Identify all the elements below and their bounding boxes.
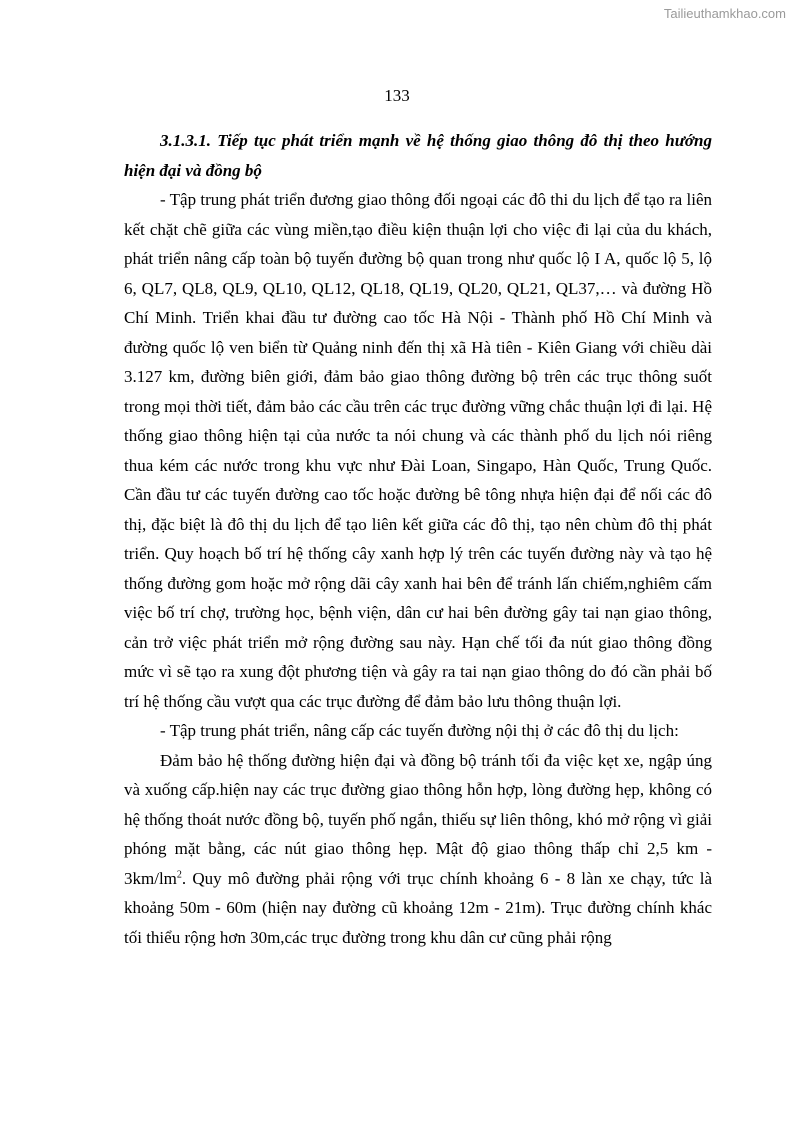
paragraph-road-standards <box>124 746 712 953</box>
paragraph-text-end: . Quy mô đường phải rộng với trục chính khoảng 6 - 8 làn xe chạy, tức là khoảng 50m - 60m (hiện nay đường cũ khoảng 12m - 21m). Trục đường chính khác tối thiểu rộng hơn 30m,các trục đường trong khu dân cư cũng phải rộng <box>124 868 712 947</box>
superscript-exponent: 2 <box>176 868 182 880</box>
document-body <box>124 126 712 952</box>
paragraph-external-roads: - Tập trung phát triển đương giao thông đối ngoại các đô thi du lịch để tạo ra liên kết chặt chẽ giữa các vùng miền,tạo điều kiện thuận lợi cho việc đi lại của du khách, phát triển nâng cấp toàn bộ tuyến đường bộ quan trong như quốc lộ I A, quốc lộ 5, lộ 6, QL7, QL8, QL9, QL10, QL12, QL18, QL19, QL20, QL21, QL37,… và đường Hồ Chí Minh. Triển khai đầu tư đường cao tốc Hà Nội - Thành phố Hồ Chí Minh và đường quốc lộ ven biển từ Quảng ninh đến thị xã Hà tiên - Kiên Giang với chiều dài 3.127 km, đường biên giới, đảm bảo giao thông đường bộ trên các trục thông suốt trong mọi thời tiết, đảm bảo các cầu trên các trục đường vững chắc thuận lợi đi lại. Hệ thống giao thông hiện tại của nước ta nói chung và các thành phố du lịch nói riêng thua kém các nước trong khu vực như Đài Loan, Singapo, Hàn Quốc, Trung Quốc. Cần đầu tư các tuyến đường cao tốc hoặc đường bê tông nhựa hiện đại để nối các đô thị, đặc biệt là đô thị du lịch để tạo liên kết giữa các đô thị, tạo nên chùm đô thị phát triển. Quy hoạch bố trí hệ thống cây xanh hợp lý trên các tuyến đường này và tạo hệ thống đường gom hoặc mở rộng dãi cây xanh hai bên để tránh lấn chiếm,nghiêm cấm việc bố trí chợ, trường học, bệnh viện, dân cư hai bên đường gây tai nạn giao thông, cản trở việc phát triển mở rộng đường sau này. Hạn chế tối đa nút giao thông đồng mức vì sẽ tạo ra xung đột phương tiện và gây ra tai nạn giao thông do đó cần phải bố trí hệ thống cầu vượt qua các trục đường để đảm bảo lưu thông thuận lợi. <box>124 190 712 711</box>
page-number: 133 <box>384 86 410 105</box>
watermark: Tailieuthamkhao.com <box>663 6 786 21</box>
paragraph-internal-roads-intro: - Tập trung phát triển, nâng cấp các tuyến đường nội thị ở các đô thị du lịch: <box>160 721 679 740</box>
section-heading: 3.1.3.1. Tiếp tục phát triển mạnh về hệ thống giao thông đô thị theo hướng hiện đại và đồng bộ <box>124 131 712 180</box>
paragraph-text-start: Đảm bảo hệ thống đường hiện đại và đồng bộ tránh tối đa việc kẹt xe, ngập úng và xuống cấp.hiện nay các trục đường giao thông hỗn hợp, lòng đường hẹp, không có hệ thống thoát nước đồng bộ, tuyến phố ngắn, thiếu sự liên thông, khó mở rộng vì giải phóng mặt bằng, các nút giao thông hẹp. Mật độ giao thông thấp chỉ 2,5 km - 3km/lm <box>124 750 712 888</box>
